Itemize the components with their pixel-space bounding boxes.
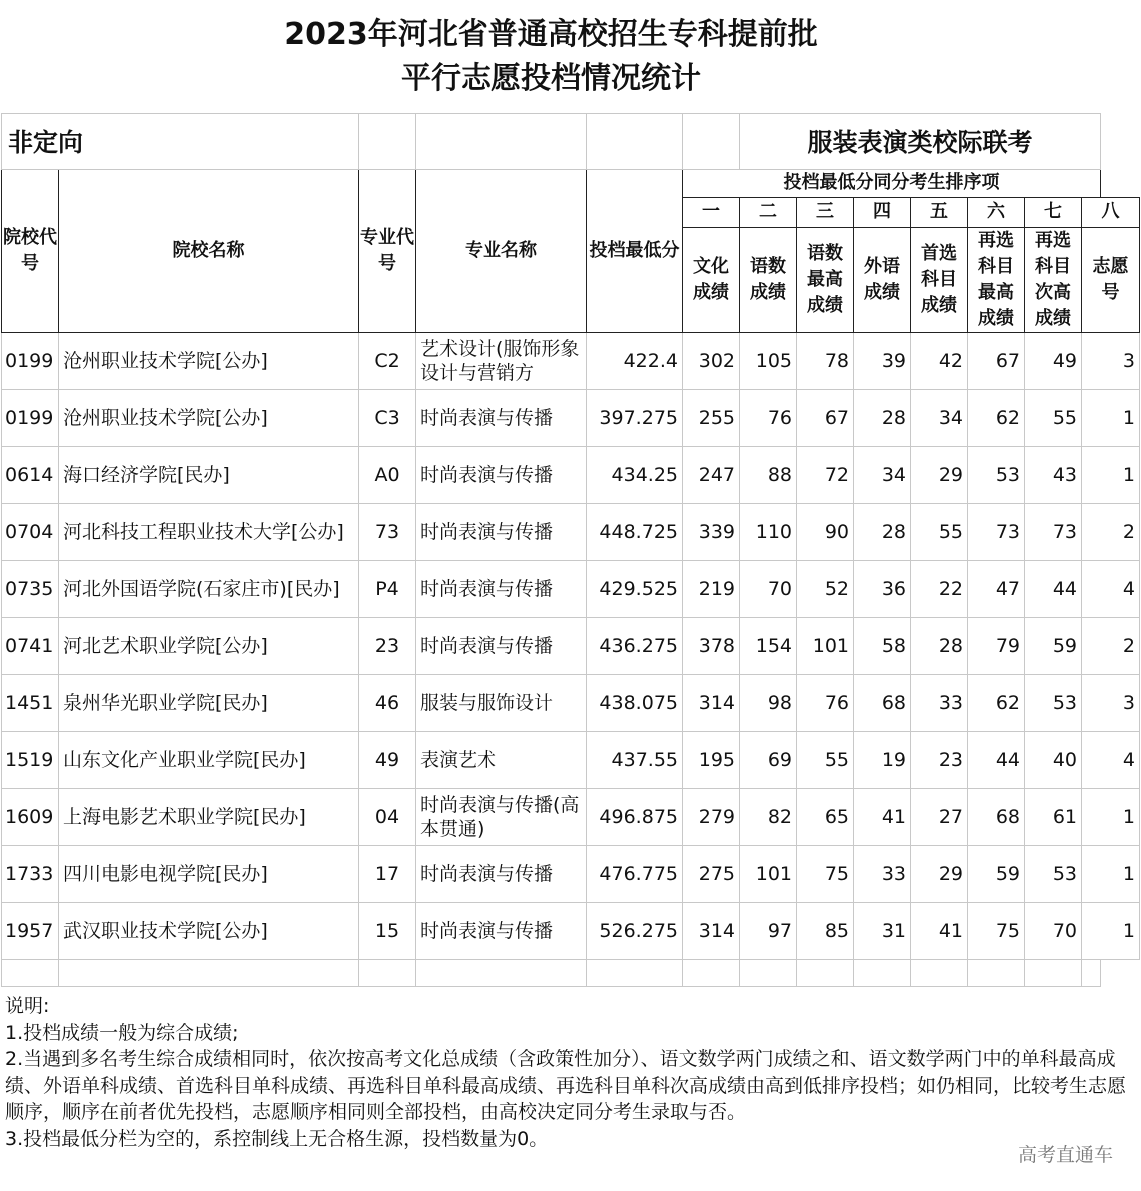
score-1: 255 bbox=[683, 389, 740, 446]
school-name: 河北艺术职业学院[公办] bbox=[59, 617, 359, 674]
major-code: C3 bbox=[359, 389, 416, 446]
score-5: 27 bbox=[911, 788, 968, 845]
note-2: 2.当遇到多名考生综合成绩相同时，依次按高考文化总成绩（含政策性加分）、语文数学两门成绩之和、语文数学两门中的单科最高成绩、外语单科成绩、首选科目单科成绩、再选科目单科最高成绩、再选科目单科次高成绩由高到低排序投档；如仍相同，比较考生志愿顺序，顺序在前者优先投档，志愿顺序相同则全部投档，由高校决定同分考生录取与否。 bbox=[5, 1048, 1127, 1123]
score-3: 101 bbox=[797, 617, 854, 674]
header-rank-7: 七 bbox=[1025, 197, 1082, 227]
title-line-1: 2023年河北省普通高校招生专科提前批 bbox=[284, 16, 818, 52]
score-6: 44 bbox=[968, 731, 1025, 788]
school-code: 0704 bbox=[2, 503, 59, 560]
score-3: 72 bbox=[797, 446, 854, 503]
school-code: 1957 bbox=[2, 902, 59, 959]
score-4: 31 bbox=[854, 902, 911, 959]
header-item-3: 语数最高成绩 bbox=[797, 227, 854, 332]
score-3: 65 bbox=[797, 788, 854, 845]
score-5: 55 bbox=[911, 503, 968, 560]
score-2: 88 bbox=[740, 446, 797, 503]
table-row bbox=[2, 446, 1140, 503]
school-name: 泉州华光职业学院[民办] bbox=[59, 674, 359, 731]
major-code: 04 bbox=[359, 788, 416, 845]
table-row bbox=[2, 902, 1140, 959]
header-tie-break: 投档最低分同分考生排序项 bbox=[683, 169, 1101, 197]
school-code: 1609 bbox=[2, 788, 59, 845]
major-name: 服装与服饰设计 bbox=[416, 674, 587, 731]
table-row bbox=[2, 560, 1140, 617]
major-name: 时尚表演与传播 bbox=[416, 560, 587, 617]
school-code: 0735 bbox=[2, 560, 59, 617]
score-5: 34 bbox=[911, 389, 968, 446]
score-1: 314 bbox=[683, 674, 740, 731]
score-2: 154 bbox=[740, 617, 797, 674]
major-code: 17 bbox=[359, 845, 416, 902]
table-row bbox=[2, 503, 1140, 560]
score-1: 302 bbox=[683, 332, 740, 389]
header-item-7: 再选科目次高成绩 bbox=[1025, 227, 1082, 332]
preference-no: 3 bbox=[1082, 674, 1140, 731]
score-4: 68 bbox=[854, 674, 911, 731]
score-4: 41 bbox=[854, 788, 911, 845]
watermark: 高考直通车 bbox=[1017, 1144, 1113, 1166]
preference-no: 1 bbox=[1082, 788, 1140, 845]
page-title bbox=[2, 1, 1101, 113]
school-code: 0741 bbox=[2, 617, 59, 674]
score-6: 73 bbox=[968, 503, 1025, 560]
score-7: 53 bbox=[1025, 845, 1082, 902]
score-6: 67 bbox=[968, 332, 1025, 389]
table-row bbox=[2, 731, 1140, 788]
score-7: 73 bbox=[1025, 503, 1082, 560]
school-name: 上海电影艺术职业学院[民办] bbox=[59, 788, 359, 845]
preference-no: 1 bbox=[1082, 902, 1140, 959]
school-code: 0199 bbox=[2, 389, 59, 446]
school-name: 沧州职业技术学院[公办] bbox=[59, 389, 359, 446]
header-rank-3: 三 bbox=[797, 197, 854, 227]
min-score: 422.4 bbox=[587, 332, 683, 389]
major-name: 艺术设计(服饰形象设计与营销方 bbox=[416, 332, 587, 389]
score-3: 67 bbox=[797, 389, 854, 446]
score-3: 55 bbox=[797, 731, 854, 788]
header-major-name: 专业名称 bbox=[416, 169, 587, 332]
header-item-2: 语数成绩 bbox=[740, 227, 797, 332]
score-2: 98 bbox=[740, 674, 797, 731]
score-3: 90 bbox=[797, 503, 854, 560]
header-min-score: 投档最低分 bbox=[587, 169, 683, 332]
major-code: 46 bbox=[359, 674, 416, 731]
score-1: 247 bbox=[683, 446, 740, 503]
major-code: 15 bbox=[359, 902, 416, 959]
header-rank-5: 五 bbox=[911, 197, 968, 227]
score-4: 58 bbox=[854, 617, 911, 674]
header-rank-2: 二 bbox=[740, 197, 797, 227]
score-4: 34 bbox=[854, 446, 911, 503]
category-label: 非定向 bbox=[2, 113, 359, 169]
score-3: 76 bbox=[797, 674, 854, 731]
score-7: 53 bbox=[1025, 674, 1082, 731]
preference-no: 4 bbox=[1082, 560, 1140, 617]
min-score: 434.25 bbox=[587, 446, 683, 503]
score-1: 195 bbox=[683, 731, 740, 788]
school-name: 四川电影电视学院[民办] bbox=[59, 845, 359, 902]
score-5: 23 bbox=[911, 731, 968, 788]
note-0: 说明: bbox=[5, 995, 50, 1017]
min-score: 437.55 bbox=[587, 731, 683, 788]
score-2: 105 bbox=[740, 332, 797, 389]
preference-no: 1 bbox=[1082, 446, 1140, 503]
score-4: 28 bbox=[854, 503, 911, 560]
score-4: 39 bbox=[854, 332, 911, 389]
score-1: 219 bbox=[683, 560, 740, 617]
notes-section bbox=[5, 993, 1130, 1152]
school-name: 山东文化产业职业学院[民办] bbox=[59, 731, 359, 788]
header-school-code: 院校代号 bbox=[2, 169, 59, 332]
score-2: 70 bbox=[740, 560, 797, 617]
score-7: 40 bbox=[1025, 731, 1082, 788]
score-2: 110 bbox=[740, 503, 797, 560]
min-score: 436.275 bbox=[587, 617, 683, 674]
score-2: 69 bbox=[740, 731, 797, 788]
admission-table bbox=[1, 1, 1140, 987]
school-code: 1733 bbox=[2, 845, 59, 902]
table-row bbox=[2, 389, 1140, 446]
min-score: 397.275 bbox=[587, 389, 683, 446]
score-5: 41 bbox=[911, 902, 968, 959]
min-score: 496.875 bbox=[587, 788, 683, 845]
score-5: 22 bbox=[911, 560, 968, 617]
score-7: 44 bbox=[1025, 560, 1082, 617]
preference-no: 2 bbox=[1082, 617, 1140, 674]
title-line-2: 平行志愿投档情况统计 bbox=[401, 60, 702, 96]
score-1: 279 bbox=[683, 788, 740, 845]
header-item-8: 志愿号 bbox=[1082, 227, 1140, 332]
score-7: 49 bbox=[1025, 332, 1082, 389]
score-7: 61 bbox=[1025, 788, 1082, 845]
table-row bbox=[2, 674, 1140, 731]
score-5: 29 bbox=[911, 845, 968, 902]
note-1: 1.投档成绩一般为综合成绩; bbox=[5, 1021, 239, 1044]
preference-no: 1 bbox=[1082, 845, 1140, 902]
major-code: 23 bbox=[359, 617, 416, 674]
major-name: 时尚表演与传播 bbox=[416, 389, 587, 446]
major-name: 时尚表演与传播 bbox=[416, 446, 587, 503]
header-item-5: 首选科目成绩 bbox=[911, 227, 968, 332]
score-3: 78 bbox=[797, 332, 854, 389]
major-name: 时尚表演与传播 bbox=[416, 617, 587, 674]
subject-group-label: 服装表演类校际联考 bbox=[740, 113, 1101, 169]
score-7: 43 bbox=[1025, 446, 1082, 503]
major-code: 49 bbox=[359, 731, 416, 788]
preference-no: 2 bbox=[1082, 503, 1140, 560]
school-code: 1451 bbox=[2, 674, 59, 731]
score-4: 36 bbox=[854, 560, 911, 617]
major-name: 时尚表演与传播 bbox=[416, 503, 587, 560]
score-1: 339 bbox=[683, 503, 740, 560]
score-5: 28 bbox=[911, 617, 968, 674]
header-rank-6: 六 bbox=[968, 197, 1025, 227]
score-4: 33 bbox=[854, 845, 911, 902]
score-6: 59 bbox=[968, 845, 1025, 902]
score-4: 19 bbox=[854, 731, 911, 788]
min-score: 429.525 bbox=[587, 560, 683, 617]
major-code: P4 bbox=[359, 560, 416, 617]
header-item-1: 文化成绩 bbox=[683, 227, 740, 332]
score-1: 378 bbox=[683, 617, 740, 674]
school-name: 河北科技工程职业技术大学[公办] bbox=[59, 503, 359, 560]
score-2: 101 bbox=[740, 845, 797, 902]
score-6: 62 bbox=[968, 389, 1025, 446]
score-1: 275 bbox=[683, 845, 740, 902]
score-2: 82 bbox=[740, 788, 797, 845]
header-rank-4: 四 bbox=[854, 197, 911, 227]
score-6: 62 bbox=[968, 674, 1025, 731]
major-name: 时尚表演与传播 bbox=[416, 845, 587, 902]
score-2: 97 bbox=[740, 902, 797, 959]
school-code: 0614 bbox=[2, 446, 59, 503]
score-6: 47 bbox=[968, 560, 1025, 617]
school-name: 海口经济学院[民办] bbox=[59, 446, 359, 503]
preference-no: 3 bbox=[1082, 332, 1140, 389]
table-row bbox=[2, 845, 1140, 902]
major-name: 表演艺术 bbox=[416, 731, 587, 788]
score-5: 42 bbox=[911, 332, 968, 389]
note-3: 3.投档最低分栏为空的，系控制线上无合格生源，投档数量为0。 bbox=[5, 1127, 549, 1150]
header-rank-8: 八 bbox=[1082, 197, 1140, 227]
score-1: 314 bbox=[683, 902, 740, 959]
preference-no: 4 bbox=[1082, 731, 1140, 788]
score-6: 53 bbox=[968, 446, 1025, 503]
school-code: 1519 bbox=[2, 731, 59, 788]
score-6: 68 bbox=[968, 788, 1025, 845]
score-6: 79 bbox=[968, 617, 1025, 674]
header-item-6: 再选科目最高成绩 bbox=[968, 227, 1025, 332]
score-4: 28 bbox=[854, 389, 911, 446]
header-school-name: 院校名称 bbox=[59, 169, 359, 332]
score-3: 52 bbox=[797, 560, 854, 617]
major-name: 时尚表演与传播 bbox=[416, 902, 587, 959]
school-name: 武汉职业技术学院[公办] bbox=[59, 902, 359, 959]
score-2: 76 bbox=[740, 389, 797, 446]
score-7: 59 bbox=[1025, 617, 1082, 674]
major-name: 时尚表演与传播(高本贯通) bbox=[416, 788, 587, 845]
major-code: 73 bbox=[359, 503, 416, 560]
major-code: A0 bbox=[359, 446, 416, 503]
score-5: 29 bbox=[911, 446, 968, 503]
table-row bbox=[2, 617, 1140, 674]
min-score: 526.275 bbox=[587, 902, 683, 959]
score-5: 33 bbox=[911, 674, 968, 731]
score-3: 75 bbox=[797, 845, 854, 902]
table-row bbox=[2, 788, 1140, 845]
score-7: 55 bbox=[1025, 389, 1082, 446]
school-name: 河北外国语学院(石家庄市)[民办] bbox=[59, 560, 359, 617]
min-score: 448.725 bbox=[587, 503, 683, 560]
min-score: 438.075 bbox=[587, 674, 683, 731]
header-rank-1: 一 bbox=[683, 197, 740, 227]
score-7: 70 bbox=[1025, 902, 1082, 959]
header-item-4: 外语成绩 bbox=[854, 227, 911, 332]
min-score: 476.775 bbox=[587, 845, 683, 902]
major-code: C2 bbox=[359, 332, 416, 389]
header-major-code: 专业代号 bbox=[359, 169, 416, 332]
school-code: 0199 bbox=[2, 332, 59, 389]
score-6: 75 bbox=[968, 902, 1025, 959]
table-row bbox=[2, 332, 1140, 389]
preference-no: 1 bbox=[1082, 389, 1140, 446]
school-name: 沧州职业技术学院[公办] bbox=[59, 332, 359, 389]
score-3: 85 bbox=[797, 902, 854, 959]
